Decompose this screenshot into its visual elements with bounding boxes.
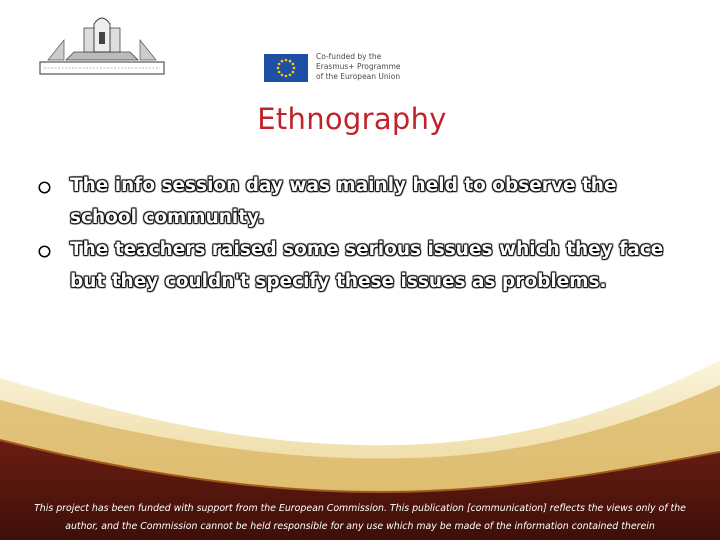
disclaimer-line: This project has been funded with support from the European Commission. This publication [communication] reflects the views only of the xyxy=(34,503,686,514)
eu-text-line: Co-funded by the xyxy=(316,52,382,61)
disclaimer-line: author, and the Commission cannot be held responsible for any use which may be made of the information contained therein xyxy=(65,521,655,532)
eu-text-line: Erasmus+ Programme xyxy=(316,62,401,71)
eu-text-line: of the European Union xyxy=(316,72,401,81)
funding-disclaimer xyxy=(2,500,718,536)
bullet-text: The info session day was mainly held to observe the school community. xyxy=(70,175,617,228)
slide-title: Ethnography xyxy=(257,102,447,136)
bullet-text: The teachers raised some serious issues which they face but they couldn't specify these issues as problems. xyxy=(70,239,664,292)
